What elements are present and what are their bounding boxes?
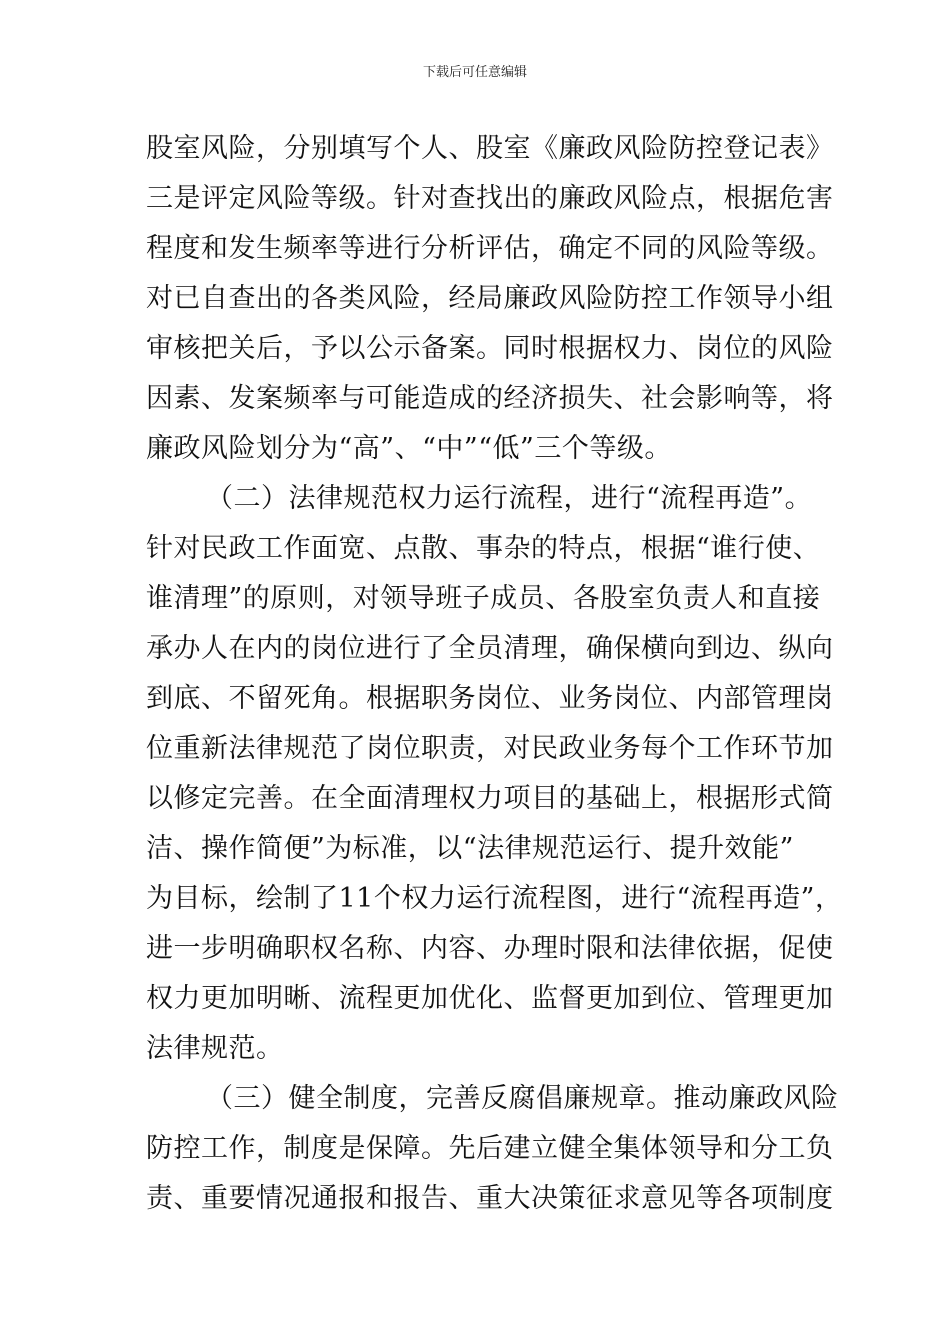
paragraph-line: 洁、操作简便”为标准，以“法律规范运行、提升效能”: [146, 833, 794, 864]
section-heading-line: （二）法律规范权力运行流程，进行“流程再造”。: [206, 483, 813, 514]
paragraph-line: 股室风险，分别填写个人、股室《廉政风险防控登记表》: [146, 133, 834, 164]
paragraph-line: 到底、不留死角。根据职务岗位、业务岗位、内部管理岗: [146, 683, 834, 714]
paragraph-line: 谁清理”的原则，对领导班子成员、各股室负责人和直接: [146, 583, 821, 614]
paragraph-line: 进一步明确职权名称、内容、办理时限和法律依据，促使: [146, 933, 834, 964]
paragraph-line: 因素、发案频率与可能造成的经济损失、社会影响等，将: [146, 383, 834, 414]
paragraph-line: 程度和发生频率等进行分析评估，确定不同的风险等级。: [146, 233, 834, 264]
paragraph-line: 承办人在内的岗位进行了全员清理，确保横向到边、纵向: [146, 633, 834, 664]
paragraph-line: 权力更加明晰、流程更加优化、监督更加到位、管理更加: [146, 983, 834, 1014]
paragraph-line: 法律规范。: [146, 1033, 284, 1064]
paragraph-line: 位重新法律规范了岗位职责，对民政业务每个工作环节加: [146, 733, 834, 764]
paragraph-line: 对已自查出的各类风险，经局廉政风险防控工作领导小组: [146, 283, 834, 314]
section-heading-line: （三）健全制度，完善反腐倡廉规章。推动廉政风险: [206, 1083, 839, 1114]
paragraph-line: 为目标，绘制了11个权力运行流程图，进行“流程再造”，: [146, 883, 843, 914]
document-body: [146, 124, 843, 1224]
paragraph-line: 针对民政工作面宽、点散、事杂的特点，根据“谁行使、: [146, 533, 821, 564]
paragraph-line: 审核把关后，予以公示备案。同时根据权力、岗位的风险: [146, 333, 834, 364]
paragraph-line: 防控工作，制度是保障。先后建立健全集体领导和分工负: [146, 1133, 834, 1164]
paragraph-line: 以修定完善。在全面清理权力项目的基础上，根据形式简: [146, 783, 834, 814]
page-header: 下载后可任意编辑: [422, 65, 527, 80]
paragraph-line: 廉政风险划分为“高”、“中”“低”三个等级。: [146, 433, 672, 464]
paragraph-line: 责、重要情况通报和报告、重大决策征求意见等各项制度: [146, 1183, 834, 1214]
paragraph-line: 三是评定风险等级。针对查找出的廉政风险点，根据危害: [146, 183, 834, 214]
